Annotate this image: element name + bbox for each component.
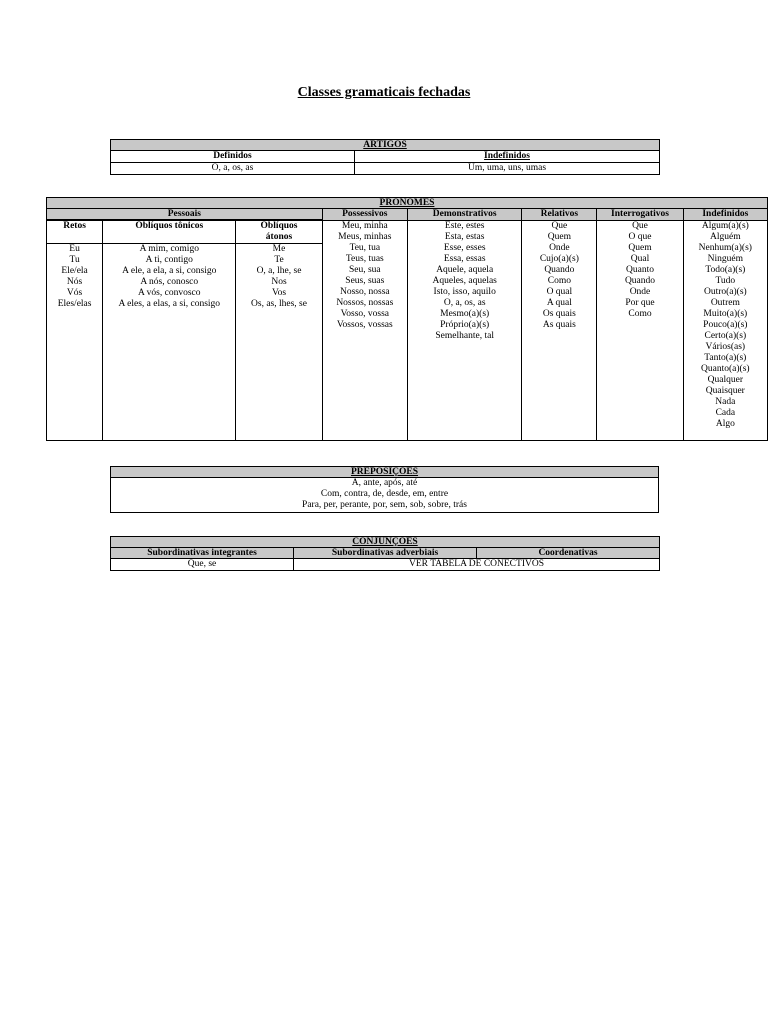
list-item: Me [272,244,286,254]
list-item: Que [632,221,648,231]
pessoais-label: Pessoais [47,209,323,220]
list-item: Quem [547,232,571,242]
conjuncoes-header: CONJUNÇOES [111,537,660,548]
list-item: Nosso, nossa [340,287,390,297]
subordinativas-integrantes-value: Que, se [111,559,294,571]
list-item: O, a, os, as [443,298,486,308]
list-item: A ti, contigo [145,255,193,265]
list-item: Os, as, lhes, se [251,299,307,309]
list-item: Nós [66,277,83,287]
list-item: Como [628,309,652,319]
list-item: Outrem [710,298,740,308]
list-item: Aquele, aquela [436,265,494,275]
list-item: As quais [542,320,576,330]
list-item: Mesmo(a)(s) [440,309,490,319]
list-item: Esta, estas [444,232,485,242]
obliquos-atonos-list [236,244,322,441]
subordinativas-adverbiais-value: VER TABELA DE CONECTIVOS [294,559,660,571]
list-item: Quaisquer [705,386,745,396]
list-item: Com, contra, de, desde, em, entre [320,489,449,499]
list-item: A ele, a ela, a si, consigo [122,266,217,276]
list-item: A vós, convosco [137,288,201,298]
list-item: A mim, comigo [139,244,199,254]
list-item: Para, per, perante, por, sem, sob, sobre, trás [302,500,467,510]
list-item: Cada [715,408,736,418]
interrogativos-list [597,221,683,441]
coordenativas-label: Coordenativas [477,548,660,559]
list-item: Outro(a)(s) [703,287,747,297]
artigos-table [110,139,660,175]
list-item: Vários(as) [705,342,746,352]
list-item: Isto, isso, aquilo [433,287,496,297]
list-item: Teu, tua [349,243,381,253]
list-item: Os quais [542,309,576,319]
list-item: Quando [544,265,575,275]
list-item: Nos [271,277,287,287]
list-item: A nós, conosco [140,277,199,287]
artigos-header: ARTIGOS [111,140,660,151]
list-item: Essa, essas [443,254,486,264]
pronomes-table [46,197,768,441]
list-item: Próprio(a)(s) [440,320,490,330]
list-item: Certo(a)(s) [704,331,747,341]
list-item: Te [274,255,284,265]
obliquos-atonos-label-line-2: átonos [265,232,293,242]
list-item: A qual [546,298,572,308]
definidos-label: Definidos [111,151,355,163]
list-item: O qual [546,287,573,297]
definidos-value: O, a, os, as [111,163,355,175]
list-item: Meu, minha [341,221,388,231]
list-item: Onde [549,243,570,253]
list-item: Quanto [626,265,654,275]
list-item: Semelhante, tal [435,331,494,341]
list-item: Cujo(a)(s) [539,254,579,264]
subordinativas-integrantes-label: Subordinativas integrantes [111,548,294,559]
list-item: Qual [630,254,650,264]
list-item: A, ante, após, até [351,478,418,488]
indefinidos-label: Indefinidos [683,209,767,221]
list-item: Vossos, vossas [336,320,393,330]
list-item: Meus, minhas [338,232,392,242]
list-item: Quanto(a)(s) [701,364,750,374]
list-item: Seu, sua [348,265,381,275]
list-item: Vós [66,288,83,298]
list-item: Alguém [710,232,741,242]
list-item: Nossos, nossas [336,298,394,308]
list-item: Onde [629,287,651,297]
list-item: Este, estes [444,221,485,231]
relativos-list [522,221,597,441]
obliquos-atonos-label [236,221,322,244]
list-item: Tanto(a)(s) [704,353,747,363]
preposicoes-list [111,478,659,513]
list-item: Pouco(a)(s) [703,320,748,330]
list-item: Vos [271,288,287,298]
indefinidos-value: Um, uma, uns, umas [355,163,660,175]
retos-label: Retos [47,221,103,244]
list-item: Tu [69,255,80,265]
list-item: Seus, suas [345,276,385,286]
list-item: Nada [715,397,736,407]
list-item: Vosso, vossa [340,309,390,319]
list-item: Eles/elas [57,299,92,309]
subordinativas-adverbiais-label: Subordinativas adverbiais [294,548,477,559]
list-item: Qualquer [707,375,743,385]
list-item: Esse, esses [443,243,486,253]
possessivos-list [322,221,407,441]
list-item: Quando [624,276,656,286]
list-item: Algum(a)(s) [701,221,749,231]
possessivos-label: Possessivos [322,209,407,221]
page-title: Classes gramaticais fechadas [297,85,471,100]
list-item: Como [547,276,571,286]
relativos-label: Relativos [522,209,597,221]
interrogativos-label: Interrogativos [597,209,683,221]
list-item: A eles, a elas, a si, consigo [118,299,221,309]
indefinidos-label: Indefinidos [355,151,660,163]
obliquos-atonos-label-line-1: Oblíquos [260,221,298,231]
list-item: Algo [715,419,735,429]
pronomes-header: PRONOMES [47,198,768,209]
list-item: Todo(a)(s) [705,265,746,275]
demonstrativos-list [407,221,521,441]
preposicoes-table [110,466,659,513]
list-item: O que [628,232,652,242]
list-item: Ele/ela [61,266,88,276]
list-item: Aqueles, aquelas [432,276,497,286]
list-item: Teus, tuas [345,254,384,264]
indefinidos-list [683,221,767,441]
list-item: Tudo [715,276,736,286]
obliquos-tonicos-label: Oblíquos tônicos [103,221,236,244]
list-item: O, a, lhe, se [256,266,302,276]
list-item: Que [551,221,568,231]
list-item: Nenhum(a)(s) [698,243,752,253]
list-item: Eu [69,244,80,254]
conjuncoes-table [110,536,660,571]
list-item: Ninguém [707,254,743,264]
list-item: Por que [625,298,655,308]
preposicoes-header: PREPOSIÇOES [111,467,659,478]
retos-list [47,244,103,441]
obliquos-tonicos-list [103,244,236,441]
list-item: Quem [628,243,652,253]
list-item: Muito(a)(s) [703,309,748,319]
demonstrativos-label: Demonstrativos [407,209,521,221]
